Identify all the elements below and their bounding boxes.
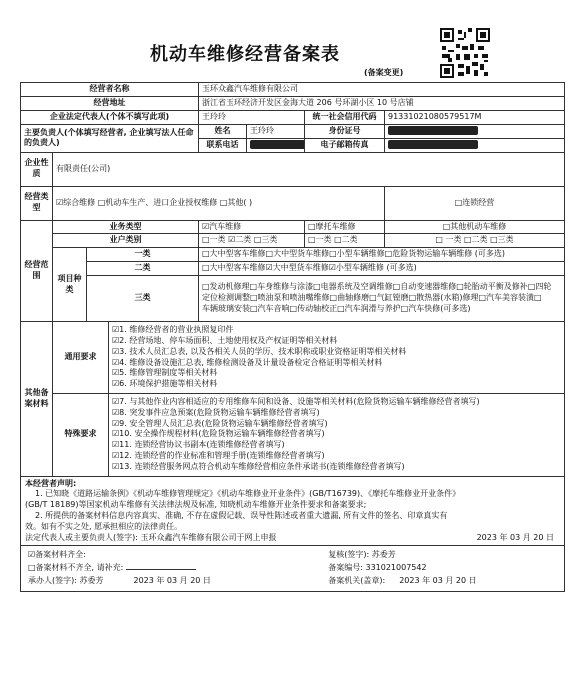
- address-label: 经营地址: [21, 97, 199, 111]
- category-other: □ 一类 □二类 □三类: [385, 234, 565, 248]
- office-use-block: [21, 546, 565, 591]
- declaration-line: 2. 所提供的备案材料信息内容真实、准确, 不存在虚假记载、误导性陈述或者重大遗漏, 所有文件的签名、印章真实有: [35, 510, 448, 520]
- class3-line: 车辆玻璃安装□汽车音响□传动轴校正□汽车润滑与养护□汽车快修(可多选): [202, 304, 471, 314]
- item-type-label: 项目种类: [53, 248, 87, 322]
- nature-value: 有限责任(公司): [53, 152, 565, 186]
- material-item: ☑7. 与其他作业内容相适应的专用维修车间和设备、设施等相关材料(危险货物运输车辆维修经营者填写): [112, 396, 480, 406]
- service-type-motorcycle: □摩托车维修: [305, 220, 385, 234]
- blank-line: [126, 569, 196, 570]
- email-value: [385, 138, 565, 152]
- email-label: 电子邮箱传真: [305, 138, 385, 152]
- material-item: ☑11. 连锁经营协议书副本(连锁维修经营者填写): [112, 440, 285, 450]
- class1-label: 一类: [87, 248, 199, 262]
- qr-code-icon: [440, 28, 490, 78]
- material-item: ☑1. 维修经营者的营业执照复印件: [112, 325, 234, 335]
- materials-incomplete-label: □备案材料不齐全, 请补充:: [28, 563, 124, 573]
- address-value: 浙江省玉环经济开发区金海大道 206 号环湖小区 10 号店铺: [199, 97, 565, 111]
- service-type-other: □其他机动车维修: [385, 220, 565, 234]
- business-type-label: 经营类型: [21, 186, 53, 220]
- general-requirements-label: 通用要求: [53, 322, 109, 394]
- special-requirements-label: 特殊要求: [53, 393, 109, 476]
- category-car: □一类 ☑二类 □三类: [199, 234, 305, 248]
- materials-complete: ☑备案材料齐全:: [28, 550, 86, 560]
- class2-value: □大中型客车维修☑大中型货车维修☑小型车辆维修 (可多选): [199, 262, 565, 276]
- material-item: ☑4. 维修设备设施汇总表, 维修检测设备及计量设备检定合格证明等相关材料: [112, 357, 383, 367]
- agency-date: 2023 年 03 月 20 日: [399, 575, 477, 585]
- handler-date: 2023 年 03 月 20 日: [133, 575, 211, 585]
- agency-seal: 备案机关(盖章):: [328, 575, 386, 585]
- nature-label: 企业性质: [21, 152, 53, 186]
- declaration-line: 效。如有不实之处, 愿承担相应的法律责任。: [25, 521, 183, 531]
- handler-signature: 承办人(签字): 苏委芳: [28, 575, 104, 585]
- principal-label: 主要负责人(个体填写经营者, 企业填写法人任命的负责人): [21, 125, 199, 153]
- material-item: ☑10. 安全操作规程材料(危险货物运输车辆维修经营者填写): [112, 429, 325, 439]
- class3-label: 三类: [87, 276, 199, 322]
- declaration-block: [21, 476, 565, 546]
- category-label: 业户类别: [53, 234, 199, 248]
- material-item: ☑2. 经营场地、停车场面积、土地使用权及产权证明等相关材料: [112, 335, 338, 345]
- material-item: ☑3. 技术人员汇总表, 以及各相关人员的学历、技术职称或职业资格证明等相关材料: [112, 346, 407, 356]
- filing-table: [20, 82, 565, 592]
- special-requirements-list: [109, 393, 565, 476]
- declaration-signature: 法定代表人或主要负责人(签字): 玉环众鑫汽车维修有限公司于网上申报: [25, 532, 277, 542]
- material-item: ☑8. 突发事件应急预案(危险货物运输车辆维修经营者填写): [112, 407, 320, 417]
- declaration-heading: 本经营者声明:: [25, 478, 77, 488]
- declaration-date: 2023 年 03 月 20 日: [476, 532, 554, 542]
- class3-line: 定位检测调整□喷油泵和喷油嘴维修□曲轴修磨□气缸镗磨□散热器(水箱)修理□汽车美容装潢□: [202, 293, 542, 303]
- service-type-car: ☑汽车维修: [199, 220, 305, 234]
- agency-row: [325, 575, 560, 588]
- id-number-value: [385, 125, 565, 139]
- materials-label: 其他备案材料: [21, 322, 53, 476]
- material-item: ☑6. 环境保护措施等相关材料: [112, 379, 218, 389]
- material-item: ☑5. 维修管理制度等相关材料: [112, 368, 218, 378]
- service-type-label: 业务类型: [53, 220, 199, 234]
- declaration-line: (GB/T 18189)等国家机动车维修有关法律法规及标准, 知晓机动车维修开业条件要求和备案要求;: [25, 500, 367, 510]
- class2-label: 二类: [87, 262, 199, 276]
- legal-rep-value: 王玲玲: [199, 111, 305, 125]
- operator-name-label: 经营者名称: [21, 83, 199, 97]
- name-value: 王玲玲: [247, 125, 305, 139]
- scope-label: 经营范围: [21, 220, 53, 322]
- class1-value: □大中型客车维修□大中型货车维修□小型车辆维修□危险货物运输车辆维修 (可多选): [199, 248, 565, 262]
- name-label: 姓名: [199, 125, 247, 139]
- form-subtitle: (备案变更): [364, 68, 404, 77]
- credit-code-label: 统一社会信用代码: [305, 111, 385, 125]
- form-title: 机动车维修经营备案表: [150, 44, 340, 65]
- declaration-sign-row: [25, 533, 560, 544]
- category-motorcycle: □一类 □二类: [305, 234, 385, 248]
- material-item: ☑12. 连锁经营的作业标准和管理手册(连锁维修经营者填写): [112, 450, 325, 460]
- redaction-bar: [388, 140, 478, 149]
- redaction-bar: [388, 126, 478, 135]
- material-item: ☑9. 安全管理人员汇总表(危险货物运输车辆维修经营者填写): [112, 418, 328, 428]
- operator-name-value: 玉环众鑫汽车维修有限公司: [199, 83, 565, 97]
- filing-number: 备案编号: 331021007542: [328, 563, 427, 573]
- handler-row: [25, 575, 325, 588]
- credit-code-value: 91331021080579517M: [385, 111, 565, 125]
- office-use-grid: [25, 549, 560, 587]
- reviewer-signature: 复核(签字): 苏委芳: [328, 550, 396, 560]
- legal-rep-label: 企业法定代表人(个体不填写此项): [21, 111, 199, 125]
- material-item: ☑13. 连锁经营服务网点符合机动车维修经营相应条件承诺书(连锁维修经营者填写): [112, 461, 405, 471]
- business-type-value: ☑综合维修 □机动车生产、进口企业授权维修 □其他( ): [53, 186, 385, 220]
- class3-value: [199, 276, 565, 322]
- materials-incomplete: [25, 562, 325, 575]
- phone-label: 联系电话: [199, 138, 247, 152]
- id-number-label: 身份证号: [305, 125, 385, 139]
- redaction-bar: [250, 140, 305, 149]
- phone-value: [247, 138, 305, 152]
- chain-option: □连锁经营: [385, 186, 565, 220]
- class3-line: □发动机修理□车身维修与涂漆□电器系统及空调维修□自动变速器维修□轮胎动平衡及修补□四轮: [202, 282, 552, 292]
- declaration-line: 1. 已知晓《道路运输条例》《机动车维修管理规定》《机动车维修业开业条件》(GB/T16739)、《摩托车维修业开业条件》: [35, 489, 461, 499]
- general-requirements-list: [109, 322, 565, 394]
